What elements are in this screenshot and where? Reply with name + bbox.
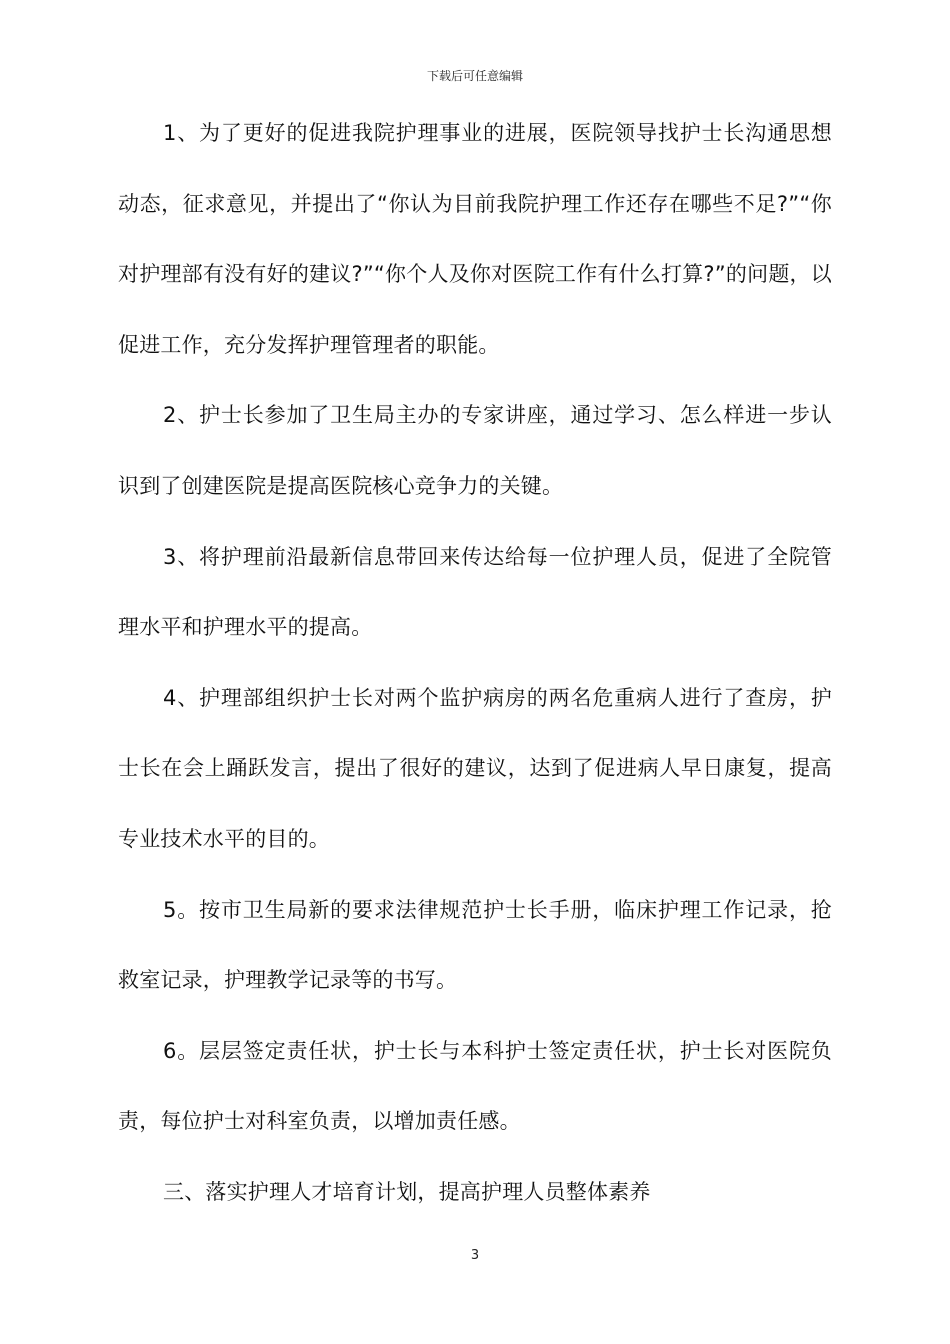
paragraph-2: 2、护士长参加了卫生局主办的专家讲座，通过学习、怎么样进一步认识到了创建医院是提高医院核心竞争力的关键。 <box>118 403 832 498</box>
paragraph-1: 1、为了更好的促进我院护理事业的进展，医院领导找护士长沟通思想动态，征求意见，并提出了“你认为目前我院护理工作还存在哪些不足?”“你对护理部有没有好的建议?”“你个人及你对医院工作有什么打算?”的问题，以促进工作，充分发挥护理管理者的职能。 <box>118 121 832 357</box>
page-header-note: 下载后可任意编辑 <box>426 69 523 83</box>
paragraph-5: 5。按市卫生局新的要求法律规范护士长手册，临床护理工作记录，抢救室记录，护理教学记录等的书写。 <box>118 897 832 993</box>
paragraph-6: 6。层层签定责任状，护士长与本科护士签定责任状，护士长对医院负责，每位护士对科室负责，以增加责任感。 <box>118 1038 832 1134</box>
document-body <box>118 98 832 1228</box>
page-number: 3 <box>470 1248 480 1263</box>
paragraph-4: 4、护理部组织护士长对两个监护病房的两名危重病人进行了查房，护士长在会上踊跃发言，提出了很好的建议，达到了促进病人早日康复，提高专业技术水平的目的。 <box>118 685 832 851</box>
section-heading: 三、落实护理人才培育计划，提高护理人员整体素养 <box>163 1179 651 1204</box>
paragraph-3: 3、将护理前沿最新信息带回来传达给每一位护理人员，促进了全院管理水平和护理水平的提高。 <box>118 544 832 640</box>
